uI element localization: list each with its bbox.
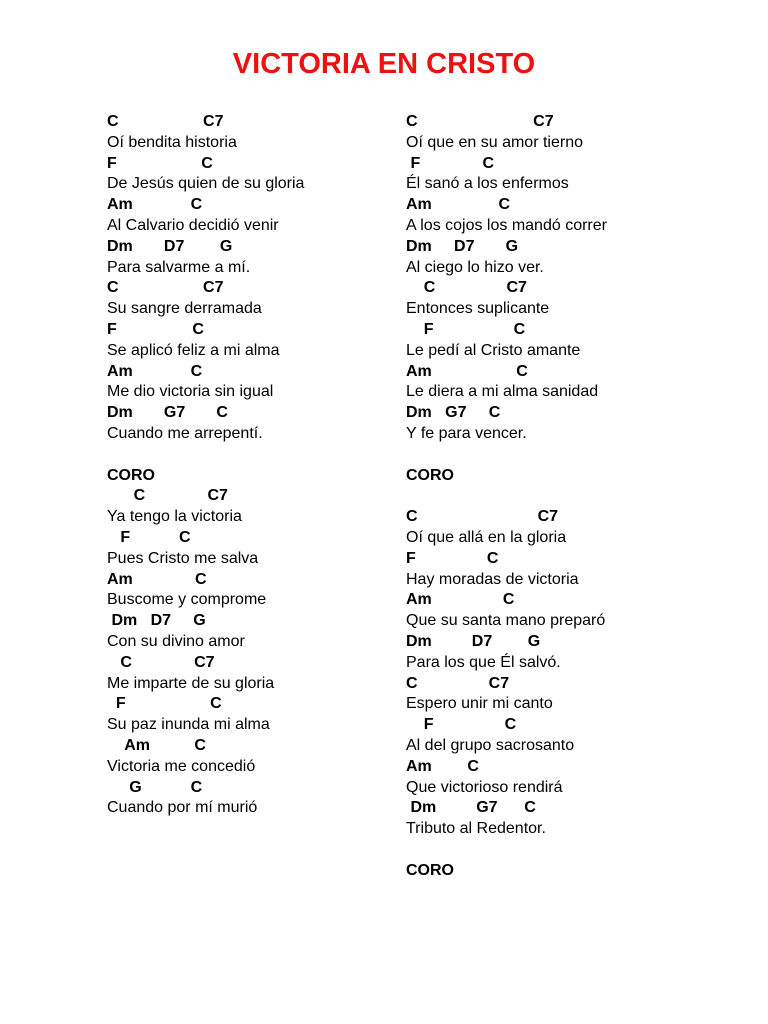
- chord-line: Am C: [107, 736, 206, 754]
- chorus-marker: CORO: [107, 466, 155, 484]
- chord-line: C C7: [107, 279, 224, 297]
- lyric-line: Hay moradas de victoria: [406, 570, 579, 588]
- lyric-line: De Jesús quien de su gloria: [107, 175, 305, 193]
- chord-line: F C: [107, 695, 222, 713]
- song-title: VICTORIA EN CRISTO: [232, 48, 536, 80]
- lyric-line: Oí que allá en la gloria: [406, 528, 567, 546]
- lyric-line: Cuando me arrepentí.: [107, 424, 263, 442]
- chord-line: F C: [406, 320, 526, 338]
- lyric-line: Oí bendita historia: [107, 133, 237, 151]
- lyric-line: Su paz inunda mi alma: [107, 716, 270, 734]
- lyric-line: Su sangre derramada: [107, 300, 262, 318]
- lyric-line: Cuando por mí murió: [107, 799, 258, 817]
- chord-line: Am C: [406, 362, 528, 380]
- blank-line: [406, 486, 607, 507]
- chord-line: F C: [107, 154, 213, 172]
- lyric-line: Que su santa mano preparó: [406, 612, 606, 630]
- lyric-line: Y fe para vencer.: [406, 424, 527, 442]
- lyrics-column-right: [406, 112, 607, 881]
- chord-line: Am C: [107, 196, 203, 214]
- chord-line: C C7: [107, 653, 215, 671]
- chord-line: Am C: [107, 570, 207, 588]
- lyric-line: Tributo al Redentor.: [406, 820, 546, 838]
- chord-line: Dm G7 C: [406, 404, 501, 422]
- chord-line: Dm D7 G: [406, 632, 541, 650]
- chord-line: F C: [406, 154, 495, 172]
- lyric-line: Oí que en su amor tierno: [406, 133, 583, 151]
- chord-line: Am C: [406, 757, 479, 775]
- chord-line: G C: [107, 778, 203, 796]
- chord-line: C C7: [406, 113, 554, 130]
- chord-line: Am C: [107, 362, 203, 380]
- lyric-line: Al Calvario decidió venir: [107, 216, 279, 234]
- chord-line: Dm G7 C: [406, 799, 536, 817]
- chord-line: F C: [406, 549, 499, 567]
- lyric-line: Buscome y comprome: [107, 591, 267, 609]
- lyric-line: Me dio victoria sin igual: [107, 383, 274, 401]
- chord-line: C C7: [406, 508, 559, 526]
- chord-line: Am C: [406, 591, 515, 609]
- lyric-line: Espero unir mi canto: [406, 695, 553, 713]
- blank-line: [107, 445, 304, 466]
- lyric-line: Él sanó a los enfermos: [406, 175, 569, 193]
- chord-line: Dm G7 C: [107, 404, 228, 422]
- lyric-line: Entonces suplicante: [406, 300, 550, 318]
- lyric-line: Me imparte de su gloria: [107, 674, 275, 692]
- lyric-line: Al del grupo sacrosanto: [406, 736, 575, 754]
- lyric-line: Que victorioso rendirá: [406, 778, 563, 796]
- chord-line: C C7: [107, 487, 228, 505]
- lyric-line: A los cojos los mandó correr: [406, 216, 607, 234]
- chord-line: F C: [406, 716, 517, 734]
- lyric-line: Le diera a mi alma sanidad: [406, 383, 599, 401]
- lyric-line: Para salvarme a mí.: [107, 258, 251, 276]
- chord-line: Dm D7 G: [107, 612, 206, 630]
- lyric-line: Con su divino amor: [107, 632, 245, 650]
- blank-line: [406, 445, 607, 466]
- lyric-line: Pues Cristo me salva: [107, 549, 259, 567]
- lyric-line: Victoria me concedió: [107, 757, 256, 775]
- chord-line: C C7: [406, 279, 527, 297]
- chord-line: C C7: [406, 674, 510, 692]
- lyric-line: Ya tengo la victoria: [107, 508, 242, 526]
- chord-line: F C: [107, 320, 204, 338]
- lyric-line: Para los que Él salvó.: [406, 653, 561, 671]
- lyrics-column-left: [107, 112, 304, 819]
- chord-line: Dm D7 G: [107, 237, 233, 255]
- lyric-line: Le pedí al Cristo amante: [406, 341, 581, 359]
- blank-line: [406, 840, 607, 861]
- chord-line: Dm D7 G: [406, 237, 519, 255]
- lyric-line: Se aplicó feliz a mi alma: [107, 341, 280, 359]
- chorus-marker: CORO: [406, 466, 454, 484]
- chord-line: F C: [107, 528, 191, 546]
- chord-line: Am C: [406, 196, 511, 214]
- chorus-marker: CORO: [406, 861, 454, 879]
- lyric-line: Al ciego lo hizo ver.: [406, 258, 544, 276]
- chord-line: C C7: [107, 113, 224, 130]
